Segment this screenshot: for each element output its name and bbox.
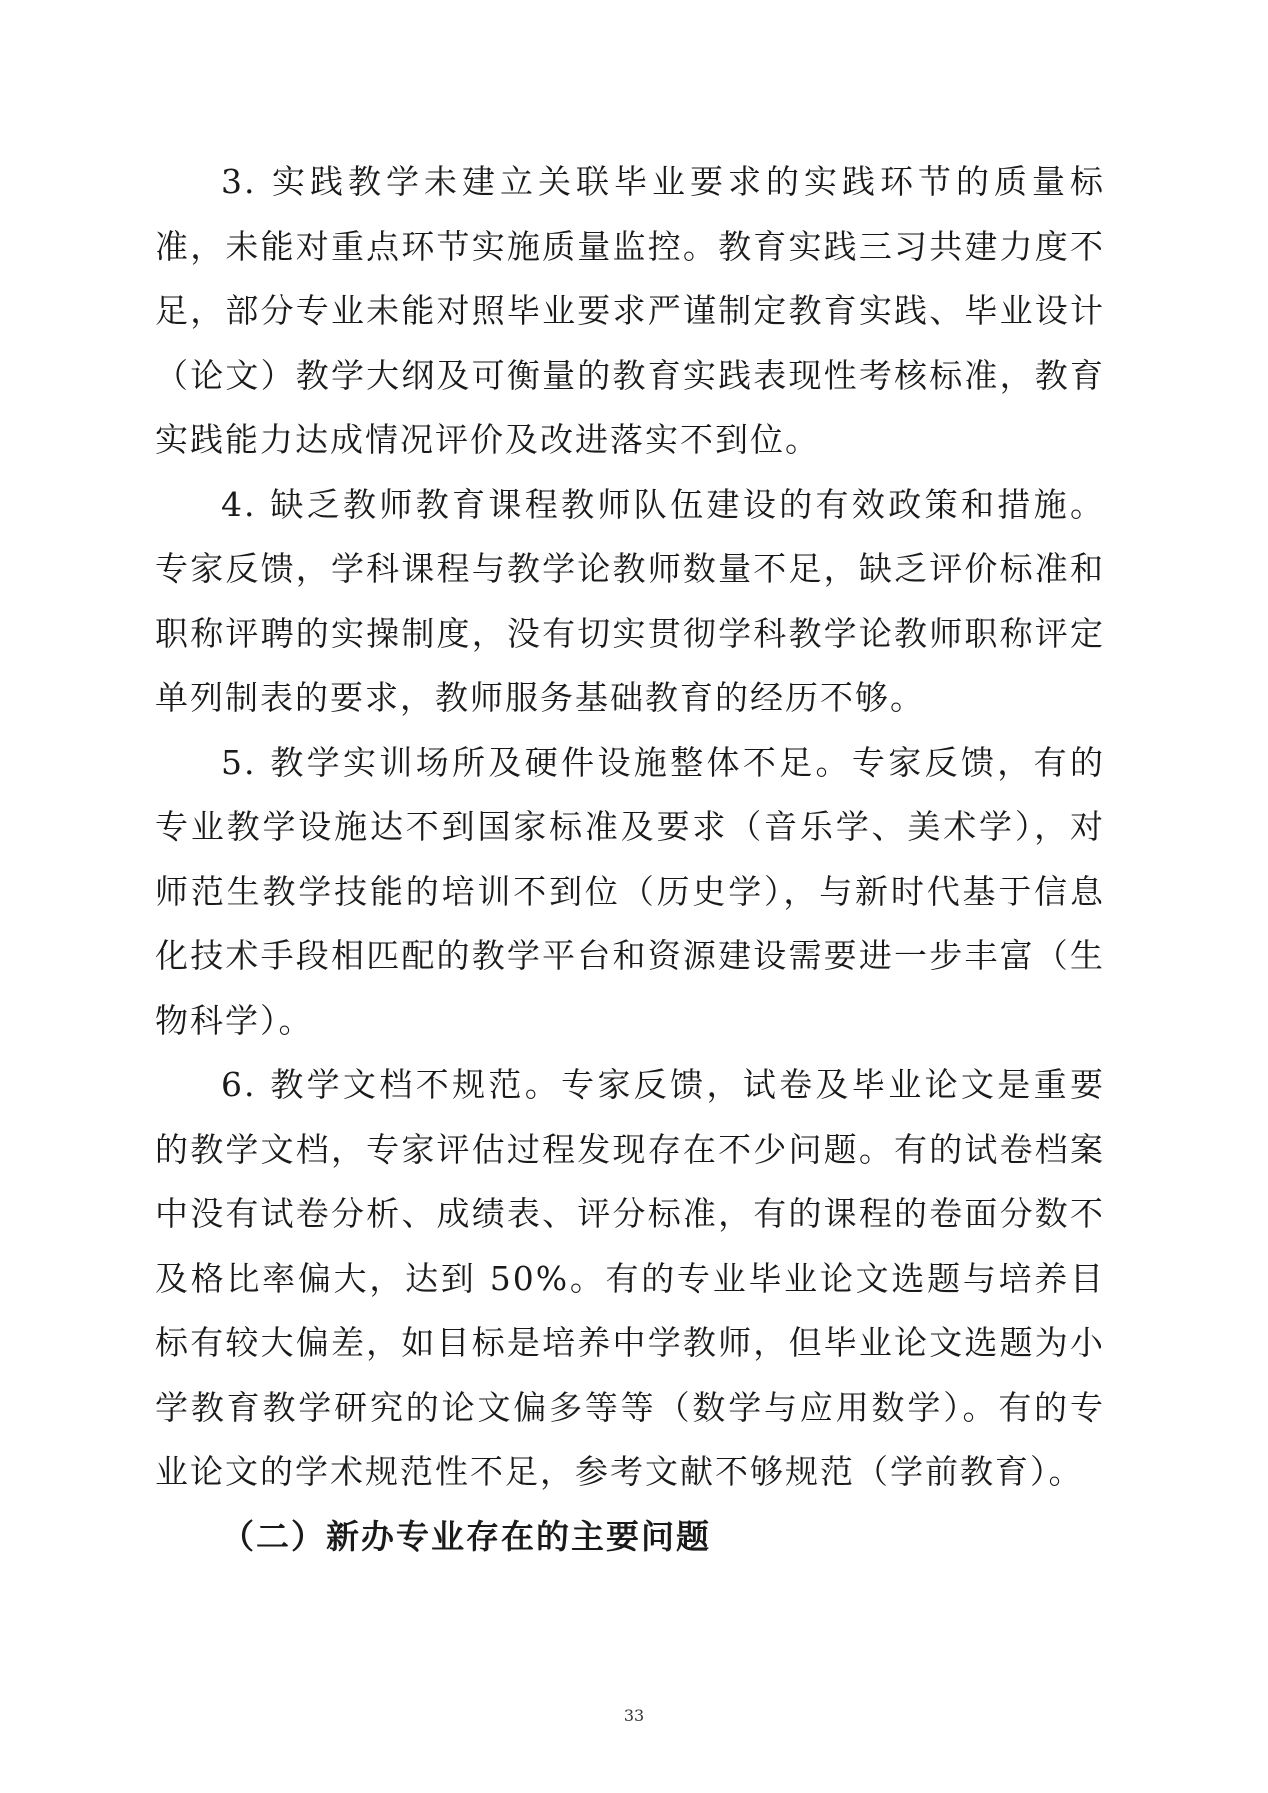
paragraph-3: 3. 实践教学未建立关联毕业要求的实践环节的质量标准，未能对重点环节实施质量监控。教育实践三习共建力度不足，部分专业未能对照毕业要求严谨制定教育实践、毕业设计（论文）教学大纲及可衡量的教育实践表现性考核标准，教育实践能力达成情况评价及改进落实不到位。 xyxy=(155,162,1105,459)
section-heading: （二）新办专业存在的主要问题 xyxy=(221,1516,711,1556)
paragraph-6: 6. 教学文档不规范。专家反馈，试卷及毕业论文是重要的教学文档，专家评估过程发现存在不少问题。有的试卷档案中没有试卷分析、成绩表、评分标准，有的课程的卷面分数不及格比率偏大，达到 50%。有的专业毕业论文选题与培养目标有较大偏差，如目标是培养中学教师，但毕业论文选题为小学教育教学研究的论文偏多等等（数学与应用数学）。有的专业论文的学术规范性不足，参考文献不够规范（学前教育）。 xyxy=(155,1065,1105,1491)
page-number: 33 xyxy=(623,1706,645,1725)
paragraph-5: 5. 教学实训场所及硬件设施整体不足。专家反馈，有的专业教学设施达不到国家标准及要求（音乐学、美术学），对师范生教学技能的培训不到位（历史学），与新时代基于信息化技术手段相匹配的教学平台和资源建设需要进一步丰富（生物科学）。 xyxy=(155,742,1105,1040)
document-body xyxy=(155,150,1105,1569)
paragraph-4: 4. 缺乏教师教育课程教师队伍建设的有效政策和措施。专家反馈，学科课程与教学论教师数量不足，缺乏评价标准和职称评聘的实操制度，没有切实贯彻学科教学论教师职称评定单列制表的要求，教师服务基础教育的经历不够。 xyxy=(155,484,1105,717)
